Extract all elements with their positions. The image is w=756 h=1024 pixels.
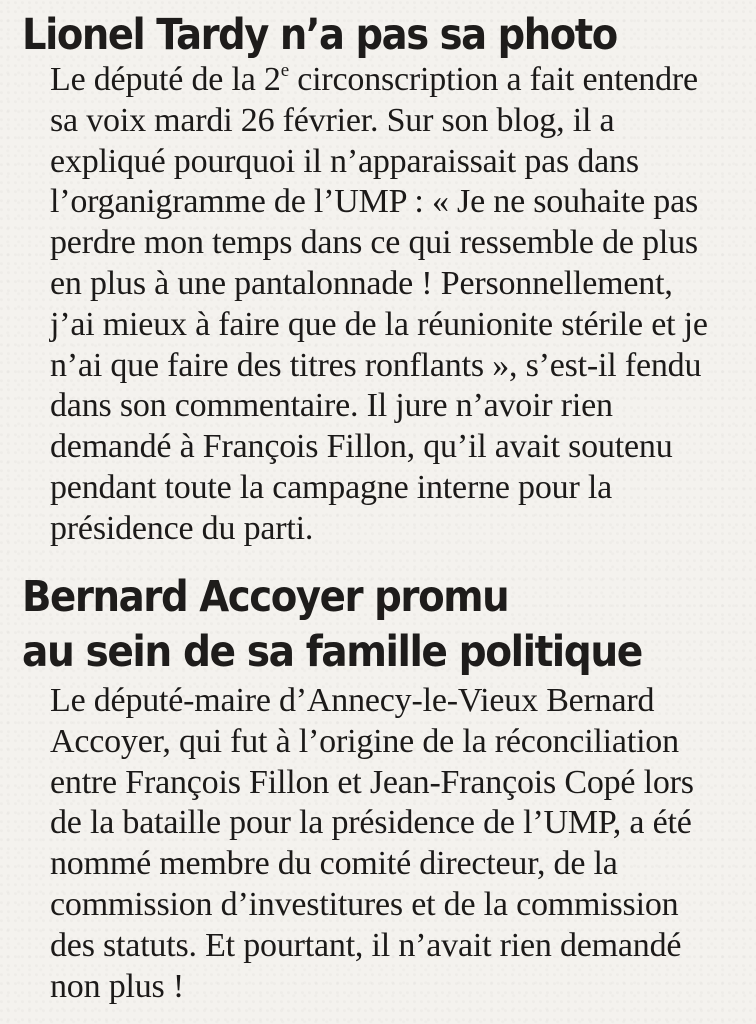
article1-line-3: expliqué pourquoi il n’apparaissait pas dans	[50, 142, 639, 180]
article1-line-4: l’organigramme de l’UMP : « Je ne souhaite pas	[50, 183, 698, 221]
article1-line-10: demandé à François Fillon, qu’il avait soutenu	[50, 428, 673, 466]
article1-line-9: dans son commentaire. Il jure n’avoir rien	[50, 387, 613, 425]
article1-line-8: n’ai que faire des titres ronflants », s’est-il fendu	[50, 346, 702, 384]
article2-line-5: nommé membre du comité directeur, de la	[50, 845, 618, 883]
article2-headline-line1: Bernard Accoyer promu	[22, 572, 509, 622]
ordinal-superscript: e	[280, 59, 289, 81]
article1-line-2: sa voix mardi 26 février. Sur son blog, il a	[50, 101, 615, 139]
article2-line-4: de la bataille pour la présidence de l’UMP, a été	[50, 804, 692, 842]
article1-line-1	[50, 60, 750, 101]
article1-line-6: en plus à une pantalonnade ! Personnellement,	[50, 264, 673, 302]
article2-line-1: Le député-maire d’Annecy-le-Vieux Bernard	[50, 682, 655, 719]
article2-line-2: Accoyer, qui fut à l’origine de la réconciliation	[50, 722, 679, 760]
article1-line-1-text: Le député de la 2	[50, 61, 281, 98]
article2-line-6: commission d’investitures et de la commission	[50, 885, 679, 923]
article1-line-5: perdre mon temps dans ce qui ressemble de plus	[50, 224, 698, 262]
article2-line-3: entre François Fillon et Jean-François Copé lors	[50, 763, 694, 801]
article1-line-12: présidence du parti.	[50, 509, 314, 547]
article2-body	[50, 681, 750, 1007]
article1-line-11: pendant toute la campagne interne pour la	[50, 468, 613, 506]
article1-headline: Lionel Tardy n’a pas sa photo	[22, 10, 617, 60]
article2-line-8: non plus !	[50, 967, 185, 1005]
article1-line-7: j’ai mieux à faire que de la réunionite stérile et je	[50, 305, 708, 343]
article1-body	[50, 60, 750, 550]
article2-line-7: des statuts. Et pourtant, il n’avait rien demandé	[50, 926, 682, 964]
article1-line-1-rest: circonscription a fait entendre	[288, 61, 698, 98]
article2-headline-line2: au sein de sa famille politique	[22, 627, 642, 677]
